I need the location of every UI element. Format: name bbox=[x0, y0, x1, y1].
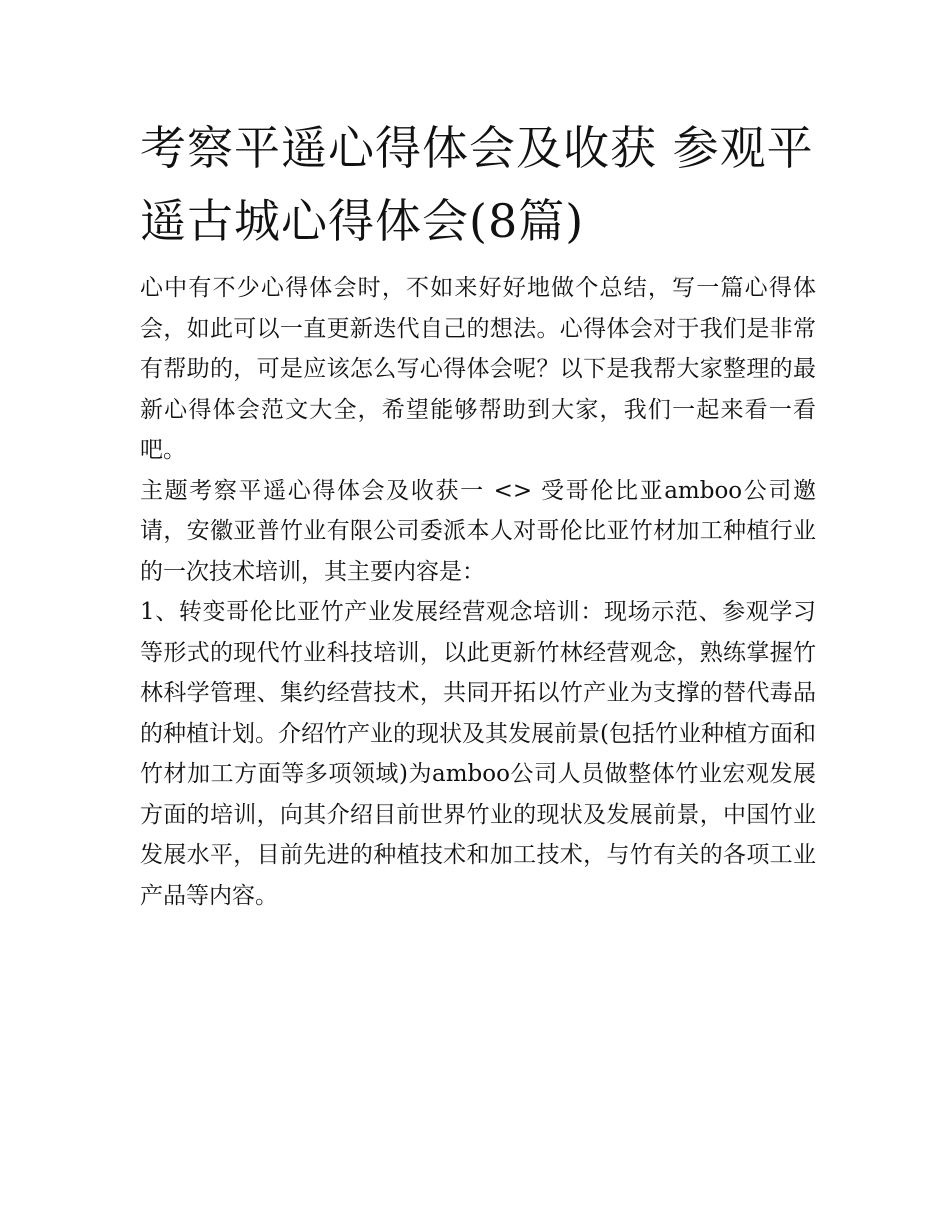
paragraph-training-point-one: 1、转变哥伦比亚竹产业发展经营观念培训：现场示范、参观学习等形式的现代竹业科技培训，以此更新竹林经营观念，熟练掌握竹林科学管理、集约经营技术，共同开拓以竹产业为支撑的替代毒品的种植计划。介绍竹产业的现状及其发展前景(包括竹业种植方面和竹材加工方面等多项领域)为amboo公司人员做整体竹业宏观发展方面的培训，向其介绍目前世界竹业的现状及发展前景，中国竹业发展水平，目前先进的种植技术和加工技术，与竹有关的各项工业产品等内容。 bbox=[140, 599, 816, 909]
paragraph-intro: 心中有不少心得体会时，不如来好好地做个总结，写一篇心得体会，如此可以一直更新迭代自己的想法。心得体会对于我们是非常有帮助的，可是应该怎么写心得体会呢？以下是我帮大家整理的最新心得体会范文大全，希望能够帮助到大家，我们一起来看一看吧。 bbox=[140, 275, 816, 463]
document-content bbox=[140, 112, 816, 916]
document-title: 考察平遥心得体会及收获 参观平遥古城心得体会(8篇) bbox=[140, 121, 814, 248]
paragraph-topic-one: 主题考察平遥心得体会及收获一 <> 受哥伦比亚amboo公司邀请，安徽亚普竹业有限公司委派本人对哥伦比亚竹材加工种植行业的一次技术培训，其主要内容是： bbox=[140, 477, 816, 585]
